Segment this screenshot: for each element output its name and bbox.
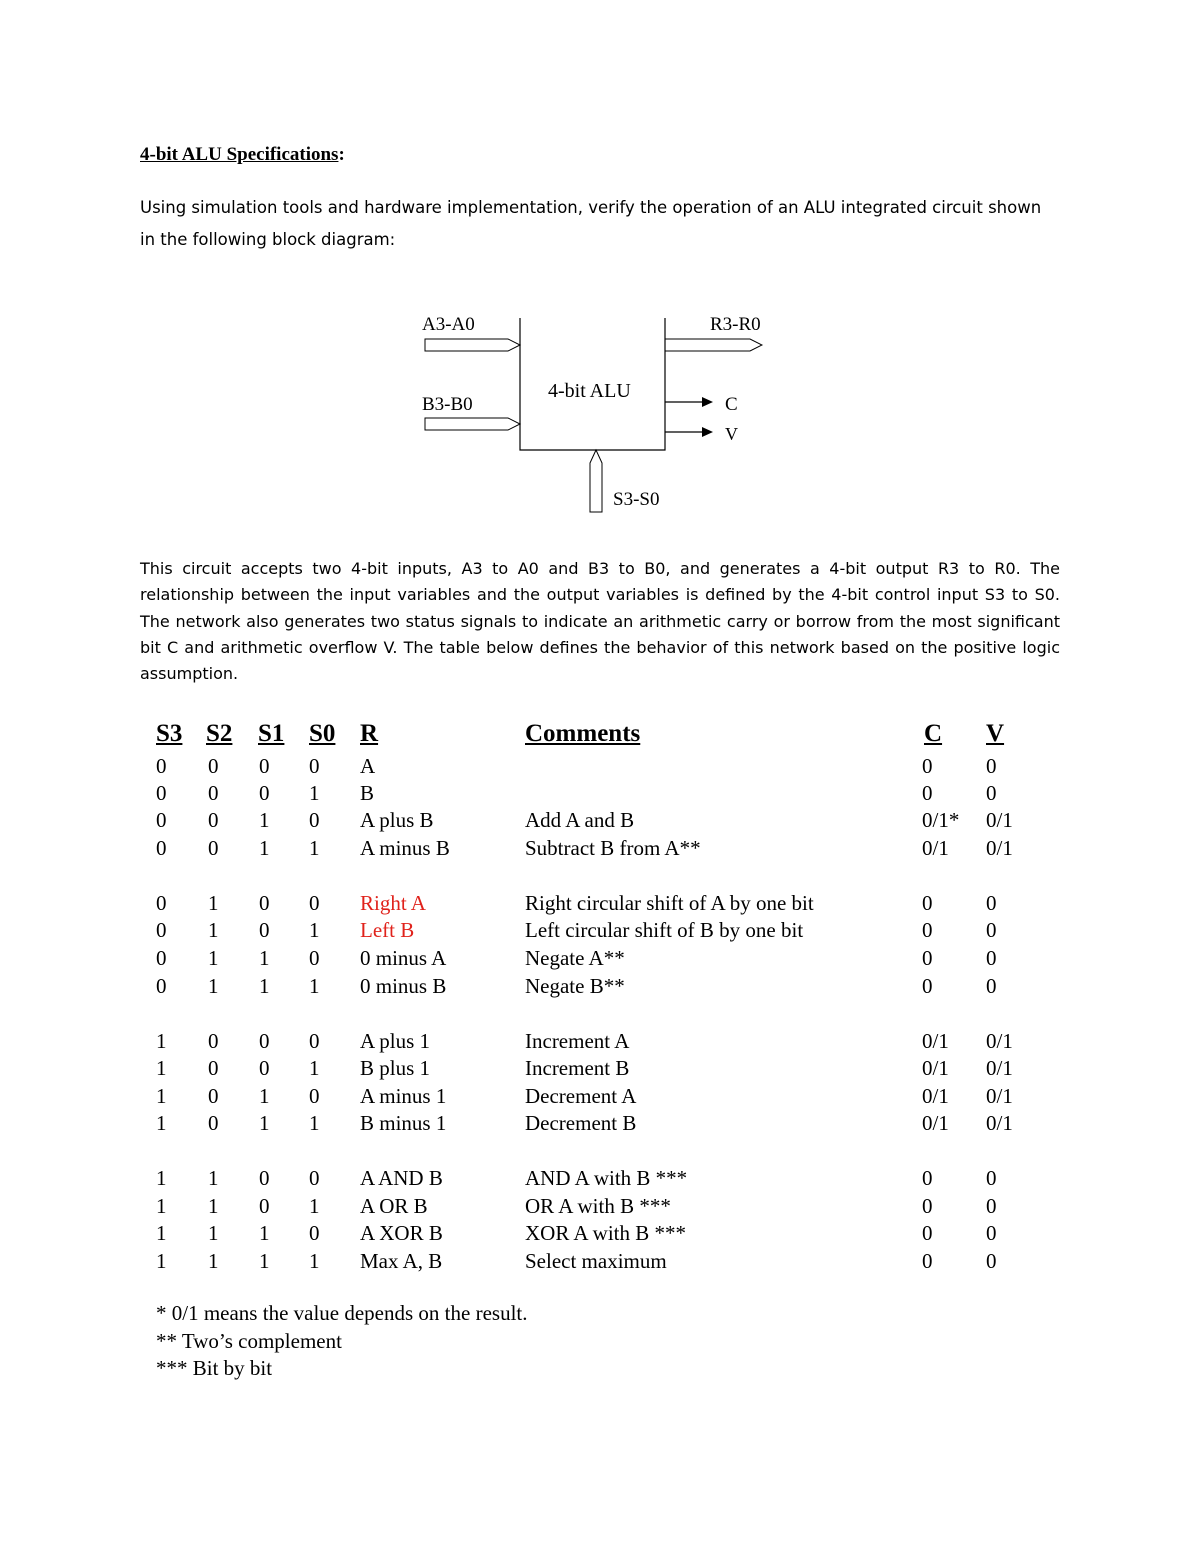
page-title	[140, 144, 345, 166]
output-v-label: V	[725, 424, 738, 444]
cell-overflow: 0	[986, 754, 997, 778]
cell-result: A	[360, 754, 376, 778]
cell-s3: 0	[156, 891, 167, 915]
cell-result: A OR B	[360, 1194, 428, 1218]
cell-s2: 1	[208, 891, 219, 915]
cell-comment: Negate B**	[525, 974, 625, 998]
output-v-arrowhead	[702, 427, 713, 437]
header-s2: S2	[206, 720, 233, 747]
cell-comment: Add A and B	[525, 808, 635, 832]
cell-result: 0 minus B	[360, 974, 447, 998]
cell-s3: 0	[156, 974, 167, 998]
cell-s3: 0	[156, 836, 167, 860]
cell-s0: 1	[309, 1056, 320, 1080]
cell-s0: 0	[309, 1029, 320, 1053]
cell-result: B plus 1	[360, 1056, 431, 1080]
cell-carry: 0	[922, 1194, 933, 1218]
cell-s0: 0	[309, 754, 320, 778]
cell-carry: 0/1	[922, 1084, 949, 1108]
cell-comment: Decrement B	[525, 1111, 637, 1135]
cell-s2: 1	[208, 1221, 219, 1245]
footnotes	[156, 1300, 528, 1383]
header-s1: S1	[258, 720, 285, 747]
cell-s3: 1	[156, 1221, 167, 1245]
cell-s3: 1	[156, 1084, 167, 1108]
alu-block-label: 4-bit ALU	[548, 380, 631, 402]
output-r-arrow	[665, 339, 762, 351]
cell-result: Max A, B	[360, 1249, 443, 1273]
cell-result: B minus 1	[360, 1111, 447, 1135]
cell-s2: 1	[208, 1166, 219, 1190]
cell-carry: 0	[922, 974, 933, 998]
cell-s0: 1	[309, 918, 320, 942]
cell-s1: 0	[259, 1194, 270, 1218]
cell-s2: 0	[208, 1056, 219, 1080]
cell-s3: 0	[156, 808, 167, 832]
cell-s2: 0	[208, 754, 219, 778]
output-c-arrowhead	[702, 397, 713, 407]
cell-s0: 1	[309, 836, 320, 860]
cell-s1: 1	[259, 1084, 270, 1108]
cell-s2: 0	[208, 808, 219, 832]
cell-s0: 0	[309, 1221, 320, 1245]
cell-overflow: 0	[986, 891, 997, 915]
input-b-label: B3-B0	[422, 394, 473, 415]
cell-carry: 0	[922, 754, 933, 778]
cell-s3: 0	[156, 918, 167, 942]
cell-carry: 0	[922, 1249, 933, 1273]
cell-s3: 0	[156, 946, 167, 970]
cell-s3: 1	[156, 1029, 167, 1053]
cell-s0: 1	[309, 974, 320, 998]
cell-s3: 1	[156, 1249, 167, 1273]
cell-carry: 0	[922, 891, 933, 915]
cell-s0: 1	[309, 781, 320, 805]
input-a-arrow	[425, 339, 520, 351]
cell-comment: Subtract B from A**	[525, 836, 701, 860]
output-c-label: C	[725, 394, 738, 415]
cell-s2: 1	[208, 946, 219, 970]
cell-s1: 0	[259, 1056, 270, 1080]
cell-overflow: 0/1	[986, 1056, 1013, 1080]
cell-s0: 0	[309, 1166, 320, 1190]
cell-comment: OR A with B ***	[525, 1194, 671, 1218]
cell-comment: Decrement A	[525, 1084, 637, 1108]
cell-carry: 0	[922, 1221, 933, 1245]
cell-carry: 0	[922, 1166, 933, 1190]
alu-block-diagram	[410, 300, 810, 530]
cell-overflow: 0/1	[986, 1084, 1013, 1108]
cell-s0: 1	[309, 1194, 320, 1218]
cell-overflow: 0/1	[986, 1029, 1013, 1053]
cell-result: A AND B	[360, 1166, 443, 1190]
cell-result: 0 minus A	[360, 946, 447, 970]
cell-s1: 0	[259, 754, 270, 778]
cell-comment: Increment B	[525, 1056, 630, 1080]
cell-carry: 0	[922, 946, 933, 970]
intro-paragraph: Using simulation tools and hardware implementation, verify the operation of an ALU integrated circuit shown in the following block diagram:	[140, 198, 1042, 249]
cell-s1: 1	[259, 1249, 270, 1273]
cell-result: B	[360, 781, 375, 805]
cell-result: A minus B	[360, 836, 450, 860]
output-r-label: R3-R0	[710, 314, 761, 335]
cell-overflow: 0/1	[986, 836, 1013, 860]
cell-overflow: 0/1	[986, 1111, 1013, 1135]
cell-s2: 1	[208, 918, 219, 942]
cell-result: Left B	[360, 918, 415, 942]
cell-result: A plus B	[360, 808, 434, 832]
cell-s3: 0	[156, 754, 167, 778]
cell-overflow: 0	[986, 1166, 997, 1190]
cell-s1: 0	[259, 891, 270, 915]
cell-s1: 0	[259, 1166, 270, 1190]
cell-s1: 1	[259, 974, 270, 998]
cell-s2: 1	[208, 974, 219, 998]
cell-comment: Select maximum	[525, 1249, 667, 1273]
cell-s1: 0	[259, 918, 270, 942]
cell-s0: 0	[309, 808, 320, 832]
cell-comment: Negate A**	[525, 946, 625, 970]
description-paragraph: This circuit accepts two 4-bit inputs, A3 to A0 and B3 to B0, and generates a 4-bit output R3 to R0. The relationship between the input variables and the output variables is defined by the 4-bit control input S3 to S0. The network also generates two status signals to indicate an arithmetic carry or borrow from the most significant bit C and arithmetic overflow V. The table below defines the behavior of this network based on the positive logic assumption.	[140, 559, 1060, 684]
input-a-label: A3-A0	[422, 314, 475, 335]
cell-overflow: 0/1	[986, 808, 1013, 832]
control-s-label: S3-S0	[613, 489, 660, 510]
cell-s1: 1	[259, 808, 270, 832]
cell-s0: 0	[309, 1084, 320, 1108]
cell-comment: Right circular shift of A by one bit	[525, 891, 814, 915]
cell-s2: 0	[208, 1111, 219, 1135]
cell-overflow: 0	[986, 1249, 997, 1273]
cell-comment: Increment A	[525, 1029, 630, 1053]
cell-s3: 1	[156, 1166, 167, 1190]
cell-s3: 1	[156, 1056, 167, 1080]
cell-overflow: 0	[986, 918, 997, 942]
control-s-arrow	[590, 450, 602, 512]
cell-carry: 0/1	[922, 1056, 949, 1080]
cell-overflow: 0	[986, 781, 997, 805]
header-s3: S3	[156, 720, 183, 747]
cell-s1: 0	[259, 781, 270, 805]
cell-s1: 1	[259, 946, 270, 970]
cell-s2: 0	[208, 836, 219, 860]
cell-result: A plus 1	[360, 1029, 431, 1053]
header-c: C	[924, 720, 943, 747]
cell-overflow: 0	[986, 1194, 997, 1218]
cell-s2: 0	[208, 1084, 219, 1108]
cell-result: A XOR B	[360, 1221, 443, 1245]
cell-overflow: 0	[986, 1221, 997, 1245]
cell-s2: 1	[208, 1194, 219, 1218]
cell-overflow: 0	[986, 974, 997, 998]
cell-s2: 0	[208, 1029, 219, 1053]
header-v: V	[986, 720, 1005, 747]
cell-s1: 0	[259, 1029, 270, 1053]
cell-carry: 0/1	[922, 1111, 949, 1135]
cell-result: Right A	[360, 891, 426, 915]
cell-carry: 0/1	[922, 1029, 949, 1053]
footnote-2: ** Two’s complement	[156, 1328, 342, 1353]
input-b-arrow	[425, 418, 520, 430]
cell-s1: 1	[259, 836, 270, 860]
cell-s3: 1	[156, 1111, 167, 1135]
footnote-3: *** Bit by bit	[156, 1356, 273, 1380]
header-s0: S0	[309, 720, 336, 747]
cell-s1: 1	[259, 1221, 270, 1245]
header-comments: Comments	[525, 720, 641, 747]
footnote-1: * 0/1 means the value depends on the result.	[156, 1301, 528, 1325]
cell-s2: 0	[208, 781, 219, 805]
cell-s3: 0	[156, 781, 167, 805]
cell-s0: 0	[309, 891, 320, 915]
cell-comment: XOR A with B ***	[525, 1221, 687, 1245]
cell-overflow: 0	[986, 946, 997, 970]
cell-s0: 1	[309, 1111, 320, 1135]
cell-comment: AND A with B ***	[525, 1166, 688, 1190]
cell-comment: Left circular shift of B by one bit	[525, 918, 804, 942]
cell-carry: 0/1*	[922, 808, 960, 832]
cell-s2: 1	[208, 1249, 219, 1273]
cell-carry: 0	[922, 918, 933, 942]
title-colon: :	[338, 144, 345, 165]
cell-s1: 1	[259, 1111, 270, 1135]
cell-s3: 1	[156, 1194, 167, 1218]
cell-s0: 1	[309, 1249, 320, 1273]
title-text: 4-bit ALU Specifications	[140, 144, 339, 165]
header-r: R	[360, 720, 379, 747]
cell-result: A minus 1	[360, 1084, 447, 1108]
cell-s0: 0	[309, 946, 320, 970]
cell-carry: 0	[922, 781, 933, 805]
cell-carry: 0/1	[922, 836, 949, 860]
